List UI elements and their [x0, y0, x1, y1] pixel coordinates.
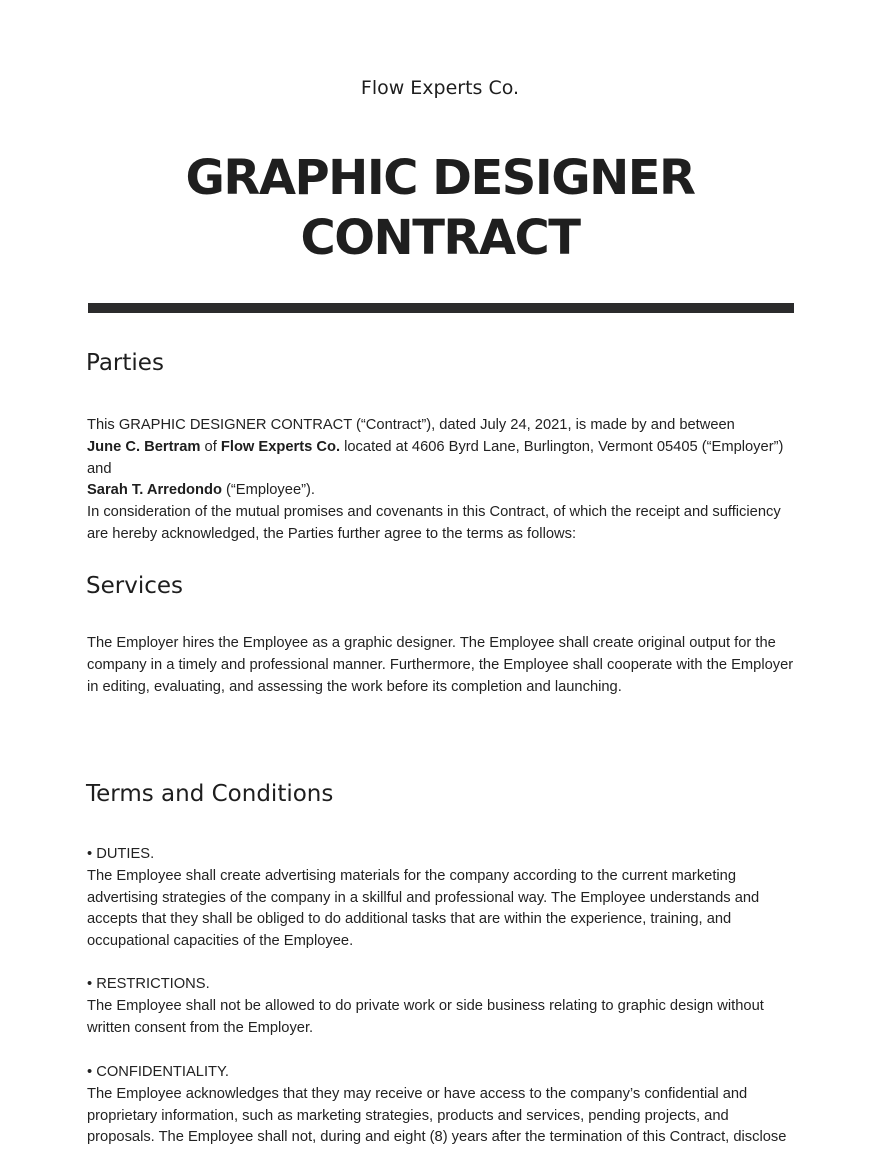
confidentiality-text: The Employee acknowledges that they may receive or have access to the company’s confidential and proprietary information, such as marketing strategies, products and services, pending projects, and proposals. The Employee shall not, during and eight (8) years after the termination of this Contract, disclose — [87, 1085, 787, 1146]
confidentiality-label: • CONFIDENTIALITY. — [87, 1064, 229, 1080]
header-divider — [88, 303, 794, 313]
employee-label: (“Employee”). — [221, 482, 315, 499]
duties-label: • DUTIES. — [87, 846, 155, 862]
restrictions-text: The Employee shall not be allowed to do private work or side business relating to graphic design without written consent from the Employer. — [87, 997, 764, 1036]
section-heading-services: Services — [86, 573, 183, 599]
of-text: of — [200, 438, 221, 455]
employer-company: Flow Experts Co. — [220, 438, 341, 455]
document-title — [0, 148, 880, 268]
confidentiality-clause — [87, 1062, 793, 1149]
section-heading-parties: Parties — [86, 350, 164, 376]
duties-text: The Employee shall create advertising materials for the company according to the current marketing advertising strategies of the company in a skillful and professional way. The Employee understands and accepts that they shall be obliged to do additional tasks that are within the experience, training, and occupational capacities of the Employee. — [87, 867, 760, 950]
services-paragraph: The Employer hires the Employee as a graphic designer. The Employee shall create original output for the company in a timely and professional manner. Furthermore, the Employee shall cooperate with the Employer in editing, evaluating, and assessing the work before its completion and launching. — [87, 635, 794, 695]
restrictions-label: • RESTRICTIONS. — [87, 976, 210, 992]
duties-clause — [87, 844, 777, 953]
section-heading-terms: Terms and Conditions — [86, 781, 334, 807]
employer-address: located at 4606 Byrd Lane, Burlington, Vermont 05405 (“Employer”) and — [87, 438, 784, 477]
parties-paragraph-1 — [87, 415, 807, 502]
parties-intro: This GRAPHIC DESIGNER CONTRACT (“Contract”), dated July 24, 2021, is made by and between — [87, 417, 735, 433]
title-line-2: CONTRACT — [300, 210, 580, 266]
title-line-1: GRAPHIC DESIGNER — [185, 150, 695, 206]
employer-name: June C. Bertram — [87, 438, 201, 455]
employee-name: Sarah T. Arredondo — [87, 482, 222, 499]
company-name: Flow Experts Co. — [360, 77, 520, 99]
parties-paragraph-2: In consideration of the mutual promises and covenants in this Contract, of which the receipt and sufficiency are hereby acknowledged, the Parties further agree to the terms as follows: — [87, 504, 781, 542]
restrictions-clause — [87, 974, 777, 1039]
